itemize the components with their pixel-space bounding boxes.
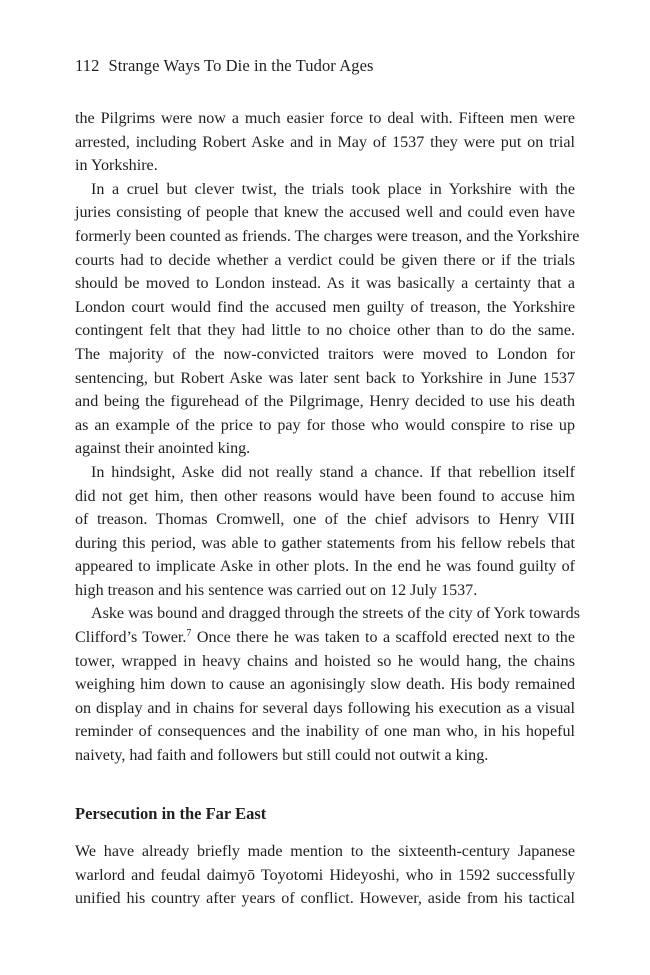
running-head	[75, 56, 374, 76]
text-line: courts had to decide whether a verdict could be given there or if the trials	[75, 251, 575, 269]
section-text	[75, 840, 575, 911]
text-line: in Yorkshire.	[75, 157, 158, 175]
text-line: appeared to implicate Aske in other plots. In the end he was found guilty of	[75, 558, 575, 576]
text-line: contingent felt that they had little to no choice other than to do the same.	[75, 322, 575, 340]
text-line: and being the figurehead of the Pilgrimage, Henry decided to use his death	[75, 393, 575, 411]
text-line: formerly been counted as friends. The charges were treason, and the Yorkshire	[75, 227, 580, 245]
text-line: warlord and feudal daimyō Toyotomi Hideyoshi, who in 1592 successfully	[75, 866, 575, 884]
book-title: Strange Ways To Die in the Tudor Ages	[108, 56, 374, 75]
text-line: during this period, was able to gather statements from his fellow rebels that	[75, 534, 575, 552]
line-start: Clifford’s Tower.	[75, 629, 187, 647]
paragraph-2	[75, 178, 580, 461]
line-end: Once there he was taken to a scaffold erected next to the	[191, 629, 575, 647]
text-line: against their anointed king.	[75, 440, 251, 458]
text-line: high treason and his sentence was carried out on 12 July 1537.	[75, 581, 478, 599]
page-number: 112	[75, 56, 100, 75]
text-line: as an example of the price to pay for those who would conspire to rise up	[75, 416, 575, 434]
text-line: naivety, had faith and followers but still could not outwit a king.	[75, 747, 489, 765]
text-line: the Pilgrims were now a much easier force to deal with. Fifteen men were	[75, 110, 575, 127]
text-line: tower, wrapped in heavy chains and hoisted so he would hang, the chains	[75, 652, 575, 670]
text-line: reminder of consequences and the inability of one man who, in his hopeful	[75, 723, 575, 741]
body-text	[75, 107, 580, 768]
text-line: In a cruel but clever twist, the trials took place in Yorkshire with the	[91, 180, 575, 198]
text-line: arrested, including Robert Aske and in May of 1537 they were put on trial	[75, 133, 575, 151]
paragraph-1	[75, 107, 575, 178]
footnote-marker[interactable]: 7	[186, 628, 192, 640]
text-line: weighing him down to cause an agonisingly slow death. His body remained	[75, 676, 575, 694]
section-heading: Persecution in the Far East	[75, 804, 267, 823]
text-line: Aske was bound and dragged through the streets of the city of York towards	[91, 605, 580, 623]
text-line: juries consisting of people that knew the accused well and could even have	[75, 204, 575, 222]
paragraph-4	[75, 602, 580, 767]
text-line: We have already briefly made mention to the sixteenth-century Japanese	[75, 843, 575, 860]
text-line: In hindsight, Aske did not really stand a chance. If that rebellion itself	[91, 463, 575, 481]
paragraph-3	[75, 461, 575, 603]
text-line: sentencing, but Robert Aske was later sent back to Yorkshire in June 1537	[75, 369, 575, 387]
text-line-with-footnote	[75, 626, 575, 650]
text-line: The majority of the now-convicted traitors were moved to London for	[75, 345, 575, 363]
text-line: of treason. Thomas Cromwell, one of the chief advisors to Henry VIII	[75, 511, 575, 529]
text-line: did not get him, then other reasons would have been found to accuse him	[75, 487, 575, 505]
text-line: unified his country after years of conflict. However, aside from his tactical	[75, 890, 575, 908]
text-line: should be moved to London instead. As it was basically a certainty that a	[75, 275, 575, 293]
text-line: London court would find the accused men guilty of treason, the Yorkshire	[75, 298, 575, 316]
text-line: on display and in chains for several days following his execution as a visual	[75, 699, 575, 717]
